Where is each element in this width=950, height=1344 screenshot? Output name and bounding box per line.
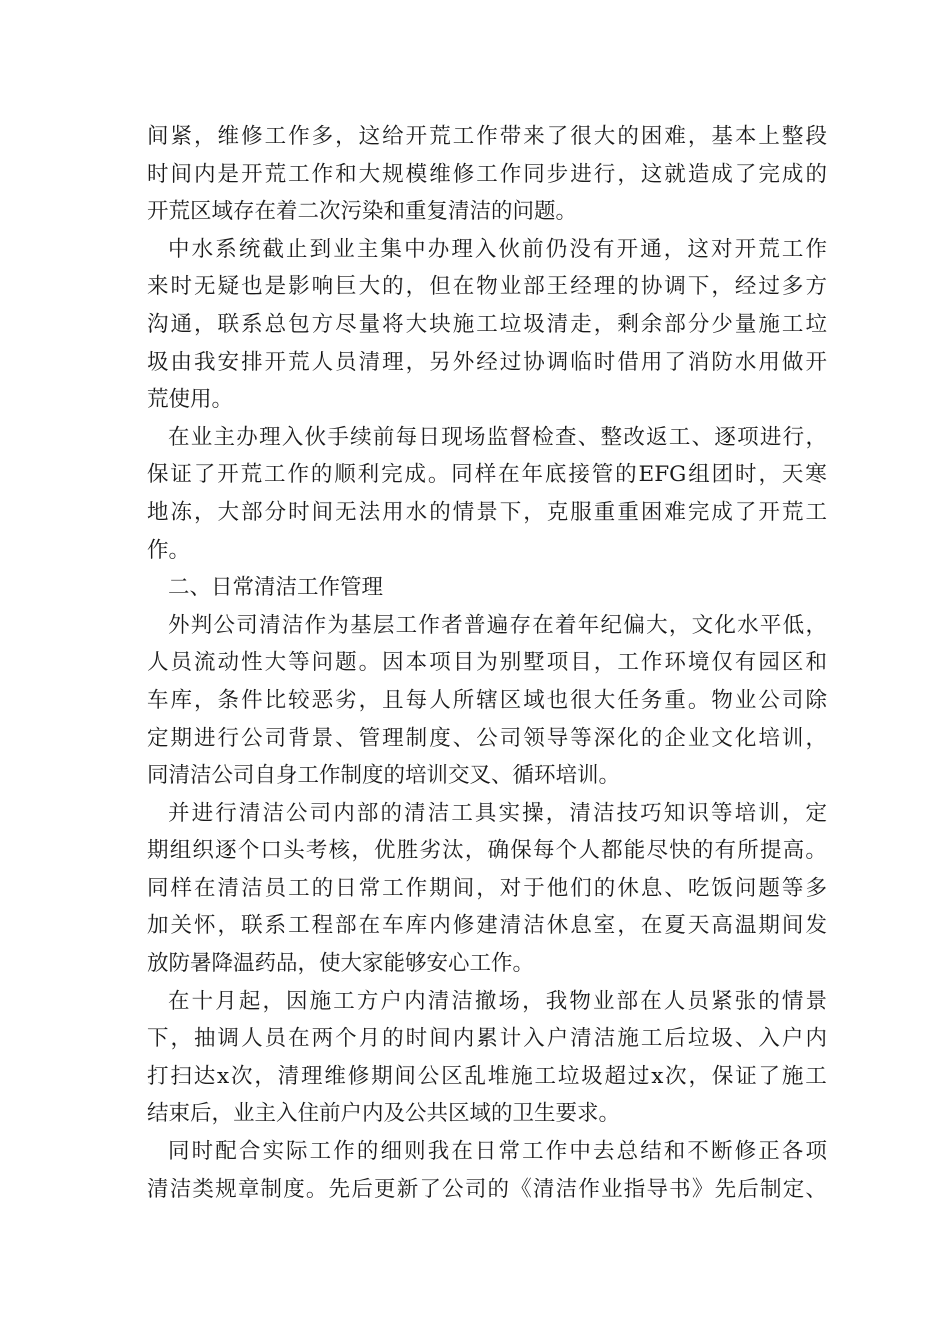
text-line: 间 紧 ， 维 修 工 作 多 ， 这 给 开 荒 工 作 带 来 了 很 大 的 困 难 ， 基 本 上 整 段 <box>147 124 827 149</box>
section-heading: 二、日常清洁工作管理 <box>168 575 384 601</box>
text-line: 结束后，业主入住前户内及公共区域的卫生要求。 <box>147 1101 621 1127</box>
text-line: 在 业 主 办 理 入 伙 手 续 前 每 日 现 场 监 督 检 查 、 整 改 返 工 、 逐 项 进 行 ， <box>168 424 827 450</box>
text-line: 加 关 怀 ， 联 系 工 程 部 在 车 库 内 修 建 清 洁 休 息 室 ， 在 夏 天 高 温 期 间 发 <box>147 913 827 939</box>
document-body <box>147 118 827 1208</box>
text-line: 保 证 了 开 荒 工 作 的 顺 利 完 成 。 同 样 在 年 底 接 管 的 EFG 组 团 时 ， 天 寒 <box>147 462 827 488</box>
text-line: 地 冻 ， 大 部 分 时 间 无 法 用 水 的 情 景 下 ， 克 服 重 重 困 难 完 成 了 开 荒 工 <box>147 499 827 525</box>
text-line: 中 水 系 统 截 止 到 业 主 集 中 办 理 入 伙 前 仍 没 有 开 通 ， 这 对 开 荒 工 作 <box>168 236 827 262</box>
text-line: 下 ， 抽 调 人 员 在 两 个 月 的 时 间 内 累 计 入 户 清 洁 施 工 后 垃 圾 、 入 户 内 <box>147 1026 827 1052</box>
text-line: 清 洁 类 规 章 制 度 。 先 后 更 新 了 公 司 的 《 清 洁 作 业 指 导 书 》 先 后 制 定 、 <box>147 1176 827 1202</box>
text-line: 同 样 在 清 洁 员 工 的 日 常 工 作 期 间 ， 对 于 他 们 的 休 息 、 吃 饭 问 题 等 多 <box>147 875 827 901</box>
text-line: 来 时 无 疑 也 是 影 响 巨 大 的 ， 但 在 物 业 部 王 经 理 的 协 调 下 ， 经 过 多 方 <box>147 274 827 300</box>
text-line: 同 时 配 合 实 际 工 作 的 细 则 我 在 日 常 工 作 中 去 总 结 和 不 断 修 正 各 项 <box>168 1139 827 1165</box>
text-line: 时 间 内 是 开 荒 工 作 和 大 规 模 维 修 工 作 同 步 进 行 ， 这 就 造 成 了 完 成 的 <box>147 161 827 187</box>
text-line: 同清洁公司自身工作制度的培训交叉、循环培训。 <box>147 763 621 789</box>
text-line: 圾 由 我 安 排 开 荒 人 员 清 理 ， 另 外 经 过 协 调 临 时 借 用 了 消 防 水 用 做 开 <box>147 349 827 375</box>
text-line: 在 十 月 起 ， 因 施 工 方 户 内 清 洁 撤 场 ， 我 物 业 部 在 人 员 紧 张 的 情 景 <box>168 988 827 1014</box>
text-line: 车 库 ， 条 件 比 较 恶 劣 ， 且 每 人 所 辖 区 域 也 很 大 任 务 重 。 物 业 公 司 除 <box>147 687 827 713</box>
text-line: 人 员 流 动 性 大 等 问 题 。 因 本 项 目 为 别 墅 项 目 ， 工 作 环 境 仅 有 园 区 和 <box>147 650 827 676</box>
text-line: 外 判 公 司 清 洁 作 为 基 层 工 作 者 普 遍 存 在 着 年 纪 偏 大 ， 文 化 水 平 低 ， <box>168 612 827 638</box>
text-line: 荒使用。 <box>147 387 234 413</box>
text-line: 打 扫 达 x 次 ， 清 理 维 修 期 间 公 区 乱 堆 施 工 垃 圾 超 过 x 次 ， 保 证 了 施 工 <box>147 1063 827 1089</box>
text-line: 期 组 织 逐 个 口 头 考 核 ， 优 胜 劣 汰 ， 确 保 每 个 人 都 能 尽 快 的 有 所 提 高 。 <box>147 838 827 864</box>
text-line: 放防暑降温药品，使大家能够安心工作。 <box>147 951 535 977</box>
text-line: 作。 <box>147 537 191 563</box>
text-line: 定 期 进 行 公 司 背 景 、 管 理 制 度 、 公 司 领 导 等 深 化 的 企 业 文 化 培 训 ， <box>147 725 827 751</box>
text-line: 并 进 行 清 洁 公 司 内 部 的 清 洁 工 具 实 操 ， 清 洁 技 巧 知 识 等 培 训 ， 定 <box>168 800 827 826</box>
text-line: 开荒区域存在着二次污染和重复清洁的问题。 <box>147 199 578 225</box>
text-line: 沟 通 ， 联 系 总 包 方 尽 量 将 大 块 施 工 垃 圾 清 走 ， 剩 余 部 分 少 量 施 工 垃 <box>147 311 827 337</box>
